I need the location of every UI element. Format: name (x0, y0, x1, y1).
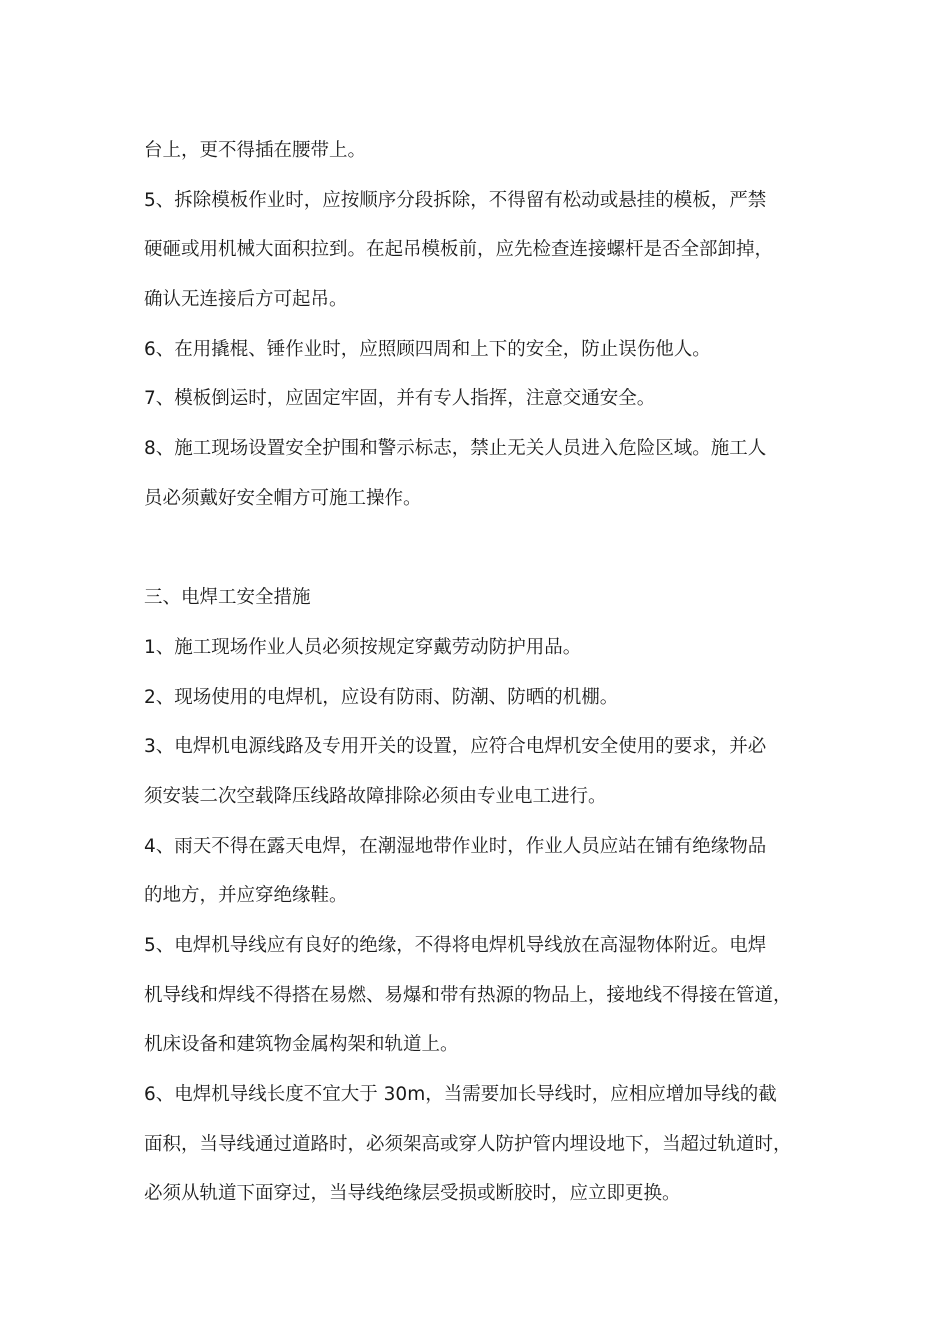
text-line: 3、电焊机电源线路及专用开关的设置，应符合电焊机安全使用的要求，并必 (144, 736, 767, 758)
text-line: 7、模板倒运时，应固定牢固，并有专人指挥，注意交通安全。 (144, 388, 656, 410)
text-line: 机床设备和建筑物金属构架和轨道上。 (144, 1034, 459, 1056)
text-line: 确认无连接后方可起吊。 (144, 289, 348, 311)
text-line: 1、施工现场作业人员必须按规定穿戴劳动防护用品。 (144, 636, 582, 658)
text-line: 须安装二次空载降压线路故障排除必须由专业电工进行。 (144, 785, 607, 807)
text-line: 5、电焊机导线应有良好的绝缘，不得将电焊机导线放在高湿物体附近。电焊 (144, 935, 767, 956)
text-line: 硬砸或用机械大面积拉到。在起吊模板前，应先检查连接螺杆是否全部卸掉， (144, 239, 774, 261)
text-line: 5、拆除模板作业时，应按顺序分段拆除，不得留有松动或悬挂的模板，严禁 (144, 189, 767, 211)
text-line: 2、现场使用的电焊机，应设有防雨、防潮、防晒的机棚。 (144, 686, 619, 708)
text-line: 4、雨天不得在露天电焊，在潮湿地带作业时，作业人员应站在铺有绝缘物品 (144, 835, 767, 857)
text-line: 员必须戴好安全帽方可施工操作。 (144, 487, 422, 509)
text-line: 面积，当导线通过道路时，必须架高或穿人防护管内埋设地下，当超过轨道时， (144, 1133, 792, 1155)
text-line: 6、电焊机导线长度不宜大于 30m，当需要加长导线时，应相应增加导线的截 (144, 1084, 777, 1106)
text-line: 8、施工现场设置安全护围和警示标志，禁止无关人员进入危险区域。施工人 (144, 438, 767, 460)
text-line: 必须从轨道下面穿过，当导线绝缘层受损或断胶时，应立即更换。 (144, 1183, 681, 1205)
document-body (144, 126, 820, 1219)
text-line: 台上，更不得插在腰带上。 (144, 140, 367, 161)
section-heading: 三、电焊工安全措施 (144, 587, 311, 609)
blank-line (144, 524, 820, 574)
text-line: 机导线和焊线不得搭在易燃、易爆和带有热源的物品上，接地线不得接在管道， (144, 984, 792, 1006)
text-line: 的地方，并应穿绝缘鞋。 (144, 885, 348, 907)
text-line: 6、在用撬棍、锤作业时，应照顾四周和上下的安全，防止误伤他人。 (144, 338, 711, 360)
